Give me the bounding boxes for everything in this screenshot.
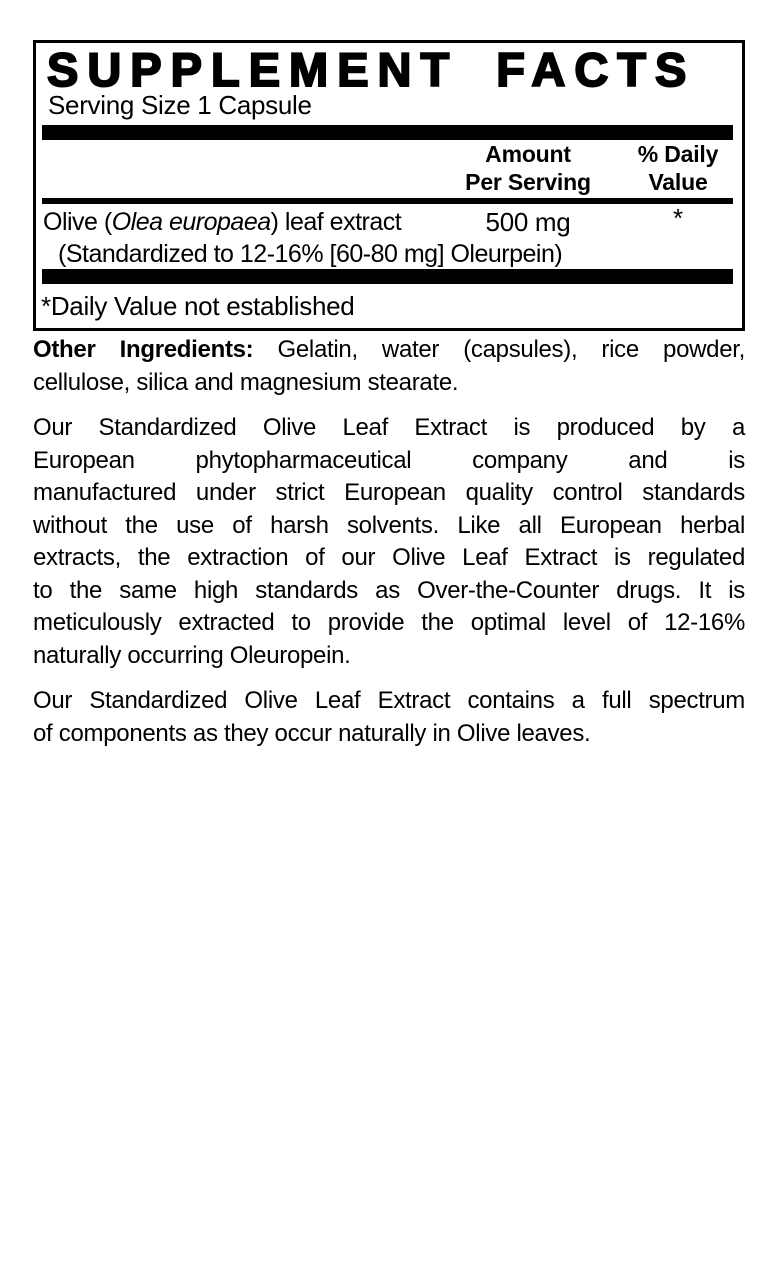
other-ingredients-paragraph — [33, 334, 745, 399]
amount-header-line1: Amount — [485, 141, 571, 167]
extract-summary-paragraph — [33, 685, 745, 750]
divider-thick-top — [42, 125, 733, 140]
body-copy — [33, 334, 745, 763]
body-line: naturally occurring Oleuropein. — [33, 641, 351, 669]
ingredient-name — [43, 207, 401, 238]
panel-title: SUPPLEMENT FACTS — [47, 43, 696, 96]
body-line: to the same high standards as Over-the-Counter drugs. It is — [33, 576, 745, 604]
ingredient-amount: 500 mg — [485, 207, 571, 237]
extract-description-paragraph — [33, 412, 745, 672]
body-line: cellulose, silica and magnesium stearate. — [33, 368, 459, 396]
daily-value-column-header — [603, 140, 753, 196]
body-line: of components as they occur naturally in Olive leaves. — [33, 719, 591, 747]
body-line: without the use of harsh solvents. Like all European herbal — [33, 511, 745, 539]
daily-value-footnote: *Daily Value not established — [41, 291, 355, 321]
amount-header-line2: Per Serving — [465, 169, 591, 195]
ingredient-daily-value: * — [672, 203, 684, 233]
amount-column-header — [428, 140, 628, 196]
daily-value-header-line2: Value — [648, 169, 708, 195]
body-line: Our Standardized Olive Leaf Extract is produced by a — [33, 414, 745, 441]
divider-thick-bottom — [42, 269, 733, 284]
body-line: extracts, the extraction of our Olive Leaf Extract is regulated — [33, 544, 745, 571]
body-line: meticulously extracted to provide the optimal level of 12-16% — [33, 609, 745, 636]
ingredient-standardization: (Standardized to 12-16% [60-80 mg] Oleurpein) — [58, 240, 563, 268]
supplement-facts-panel — [33, 40, 745, 331]
body-line: Our Standardized Olive Leaf Extract contains a full spectrum — [33, 687, 745, 714]
daily-value-header-line1: % Daily — [637, 141, 719, 167]
other-ingredients-label: Other Ingredients: — [33, 336, 254, 363]
ingredient-name-prefix: Olive ( — [43, 208, 112, 236]
body-line: manufactured under strict European quality control standards — [33, 479, 745, 506]
ingredient-name-suffix: ) leaf extract — [270, 208, 402, 236]
body-line: European phytopharmaceutical company and is — [33, 446, 745, 474]
body-line: Other Ingredients: Gelatin, water (capsules), rice powder, — [33, 336, 745, 363]
serving-size: Serving Size 1 Capsule — [48, 90, 312, 120]
ingredient-latin-name: Olea europaea — [111, 208, 271, 236]
